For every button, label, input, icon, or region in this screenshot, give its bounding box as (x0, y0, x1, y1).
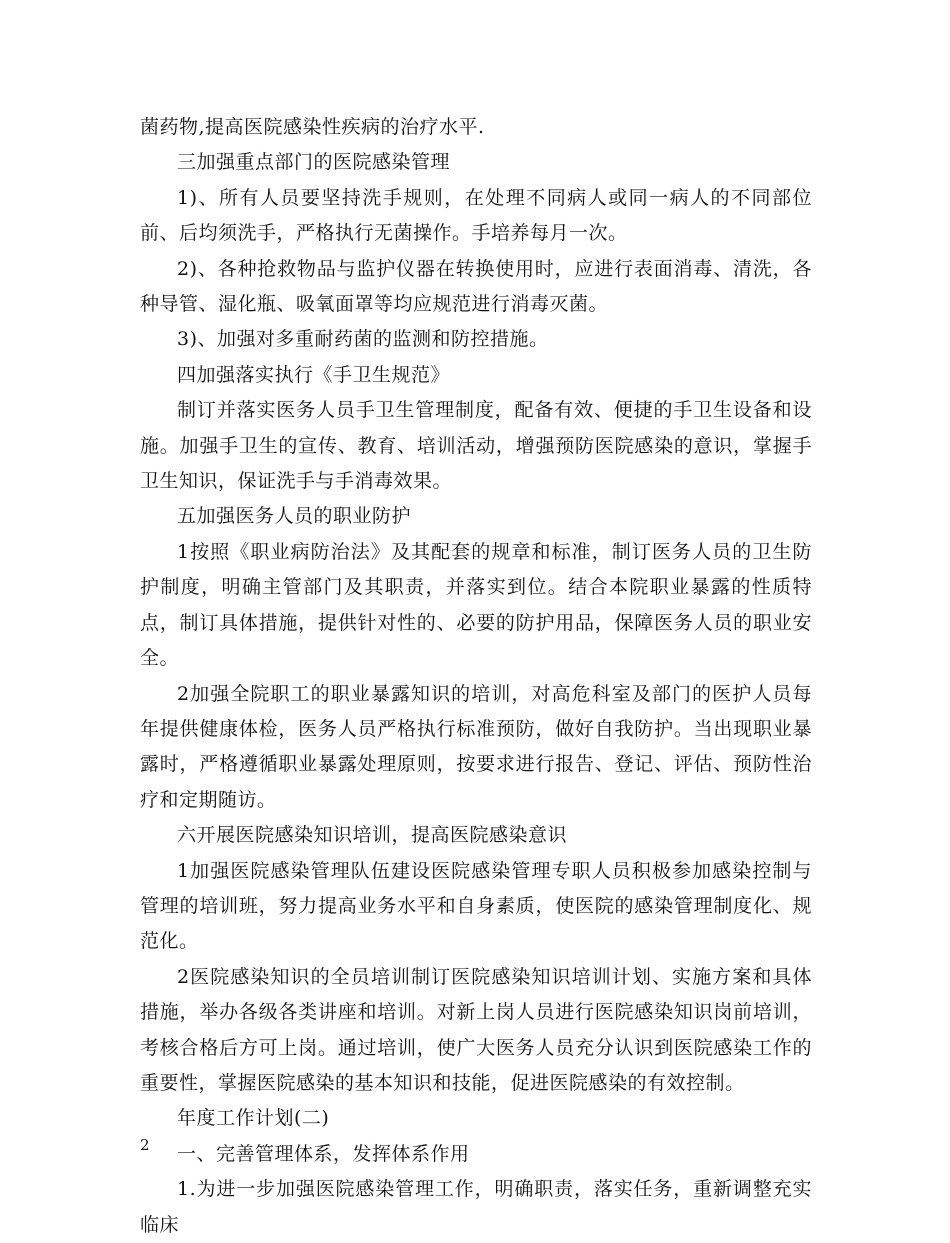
document-body (140, 110, 812, 1243)
section-heading: 年度工作计划(二) (177, 1107, 330, 1130)
section-heading: 四加强落实执行《手卫生规范》 (177, 363, 451, 386)
paragraph: 制订并落实医务人员手卫生管理制度，配备有效、便捷的手卫生设备和设施。加强手卫生的宣传、教育、培训活动，增强预防医院感染的意识，掌握手卫生知识，保证洗手与手消毒效果。 (140, 399, 812, 493)
section-heading: 五加强医务人员的职业防护 (177, 505, 412, 528)
paragraph: 2加强全院职工的职业暴露知识的培训，对高危科室及部门的医护人员每年提供健康体检，医务人员严格执行标准预防，做好自我防护。当出现职业暴露时，严格遵循职业暴露处理原则，按要求进行报告、登记、评估、预防性治疗和定期随访。 (140, 682, 812, 811)
paragraph: 菌药物,提高医院感染性疾病的治疗水平. (140, 116, 485, 138)
paragraph: 1加强医院感染管理队伍建设医院感染管理专职人员积极参加感染控制与管理的培训班，努力提高业务水平和自身素质，使医院的感染管理制度化、规范化。 (140, 859, 812, 953)
paragraph: 2)、各种抢救物品与监护仪器在转换使用时，应进行表面消毒、清洗，各种导管、湿化瓶、吸氧面罩等均应规范进行消毒灭菌。 (140, 257, 812, 316)
paragraph: 1)、所有人员要坚持洗手规则，在处理不同病人或同一病人的不同部位前、后均须洗手，严格执行无菌操作。手培养每月一次。 (140, 186, 812, 245)
section-heading: 六开展医院感染知识培训，提高医院感染意识 (177, 824, 568, 847)
paragraph: 2医院感染知识的全员培训制订医院感染知识培训计划、实施方案和具体措施，举办各级各类讲座和培训。对新上岗人员进行医院感染知识岗前培训，考核合格后方可上岗。通过培训，使广大医务人员充分认识到医院感染工作的重要性，掌握医院感染的基本知识和技能，促进医院感染的有效控制。 (140, 965, 812, 1094)
paragraph: 3)、加强对多重耐药菌的监测和防控措施。 (177, 328, 549, 351)
section-heading: 一、完善管理体系，发挥体系作用 (177, 1142, 470, 1165)
paragraph: 1.为进一步加强医院感染管理工作，明确职责，落实任务，重新调整充实临床 (140, 1178, 812, 1236)
paragraph: 1按照《职业病防治法》及其配套的规章和标准，制订医务人员的卫生防护制度，明确主管部门及其职责，并落实到位。结合本院职业暴露的性质特点，制订具体措施，提供针对性的、必要的防护用品，保障医务人员的职业安全。 (140, 540, 812, 670)
page-number: 2 (140, 1136, 150, 1154)
section-heading: 三加强重点部门的医院感染管理 (177, 151, 451, 174)
